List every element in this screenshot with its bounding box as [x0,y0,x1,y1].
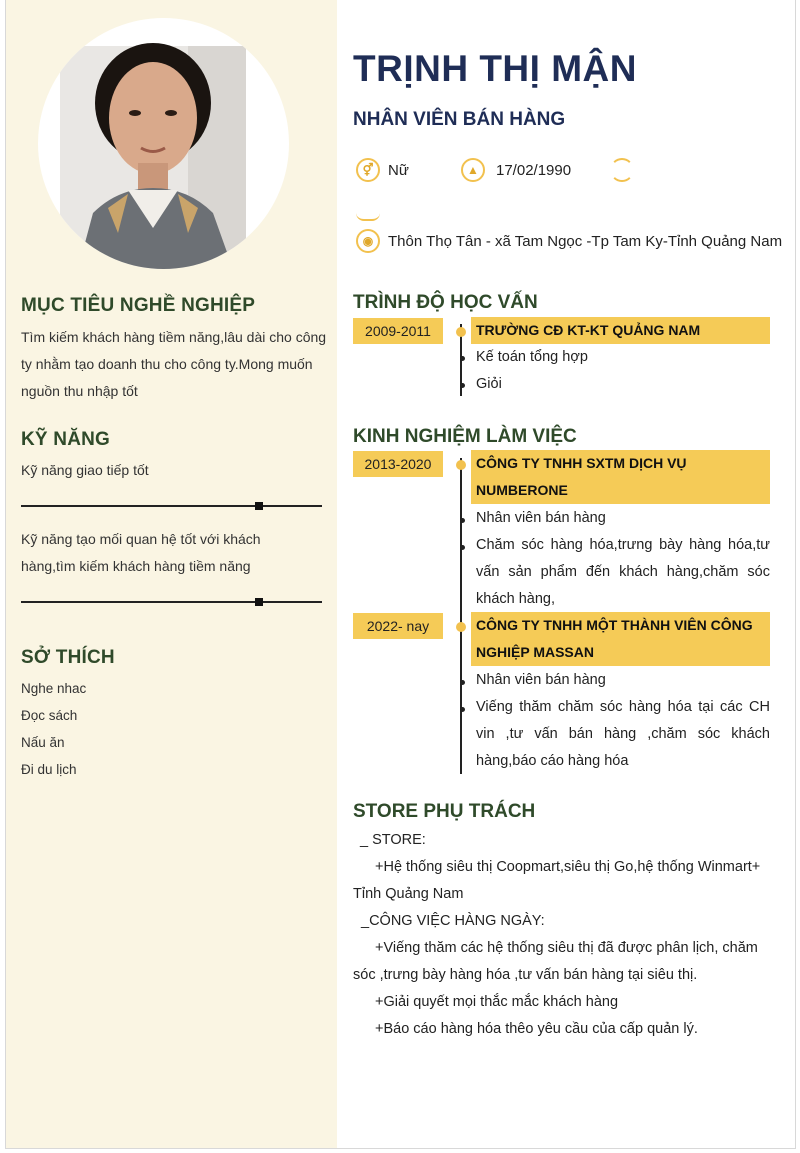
skill-item [21,457,149,484]
timeline-dot [456,622,466,632]
skill-level-knob [255,598,263,606]
bullet [460,707,465,712]
hobby-item: Nấu ăn [21,735,65,750]
skill-level-knob [255,502,263,510]
skill-label: Kỹ năng tạo mối quan hệ tốt với khách [21,531,261,547]
experience-detail: Viếng thăm chăm sóc hàng hóa tại các CH vin ,tư vấn bán hàng ,chăm sóc khách hàng,báo cáo hàng hóa [476,699,770,769]
hobby-item: Đi du lịch [21,762,77,777]
experience-date: 2022- nay [353,613,443,639]
store-line: _ STORE: [360,832,426,848]
objective-line: nguồn thu nhập tốt [21,383,138,399]
experience-detail: Chăm sóc hàng hóa,trưng bày hàng hóa,tư vấn sản phẩm đến khách hàng,chăm sóc khách hàng, [476,537,770,607]
address-value: Thôn Thọ Tân - xã Tam Ngọc -Tp Tam Ky-Tỉnh Quảng Nam [388,233,783,250]
skill-item [21,526,261,580]
bullet [460,545,465,550]
experience-company: CÔNG TY TNHH SXTM DỊCH VỤ NUMBERONE [471,450,770,504]
experience-timeline [460,458,462,774]
hobby-item: Đọc sách [21,708,78,723]
experience-date: 2013-2020 [353,451,443,477]
skills-heading: KỸ NĂNG [21,429,111,450]
avatar [38,18,289,269]
experience-detail: Nhân viên bán hàng [476,510,606,526]
bullet [460,680,465,685]
store-line: +Hệ thống siêu thị Coopmart,siêu thị Go,hệ thống Winmart+ Tỉnh Quảng Nam [353,859,761,902]
bullet [460,356,465,361]
timeline-dot [456,460,466,470]
store-heading: STORE PHỤ TRÁCH [353,801,536,822]
timeline-dot [456,327,466,337]
phone-icon [610,158,634,182]
gender-icon: ⚥ [356,158,380,182]
dob-value: 17/02/1990 [496,162,572,179]
objective-line: Tìm kiếm khách hàng tiềm năng,lâu dài cho công [21,329,327,345]
objective-text [21,324,326,405]
experience-company: CÔNG TY TNHH MỘT THÀNH VIÊN CÔNG NGHIỆP MASSAN [471,612,770,666]
skill-label: hàng,tìm kiếm khách hàng tiềm năng [21,558,251,574]
education-date: 2009-2011 [353,318,443,344]
education-heading: TRÌNH ĐỘ HỌC VẤN [353,292,538,313]
hobby-item: Nghe nhac [21,681,87,696]
bullet [460,518,465,523]
store-line: _CÔNG VIỆC HÀNG NGÀY: [361,913,545,929]
candidate-role: NHÂN VIÊN BÁN HÀNG [353,109,566,130]
education-detail: Kế toán tổng hợp [476,349,588,365]
education-school: TRƯỜNG CĐ KT-KT QUẢNG NAM [471,317,770,344]
store-line: +Viếng thăm các hệ thống siêu thị đã được phân lịch, chăm sóc ,trưng bày hàng hóa ,tư vấn bán hàng tại siêu thị. [353,940,758,983]
cake-icon: ▲ [461,158,485,182]
bullet [460,383,465,388]
skill-level-bar [21,601,322,603]
gender-value: Nữ [388,162,409,179]
candidate-name: TRỊNH THỊ MẬN [353,48,637,89]
skill-level-bar [21,505,322,507]
skill-label: Kỹ năng giao tiếp tốt [21,462,149,478]
objective-heading: MỤC TIÊU NGHỀ NGHIỆP [21,295,256,316]
experience-detail: Nhân viên bán hàng [476,672,606,688]
store-line: +Giải quyết mọi thắc mắc khách hàng [375,994,619,1010]
store-line: +Báo cáo hàng hóa thêo yêu cầu của cấp quản lý. [375,1021,698,1037]
experience-heading: KINH NGHIỆM LÀM VIỆC [353,426,577,447]
education-detail: Giỏi [476,376,502,392]
hobbies-list [21,675,86,783]
hobbies-heading: SỞ THÍCH [21,647,115,668]
map-pin-icon: ◉ [356,229,380,253]
objective-line: ty nhằm tạo doanh thu cho công ty.Mong muốn [21,356,313,372]
